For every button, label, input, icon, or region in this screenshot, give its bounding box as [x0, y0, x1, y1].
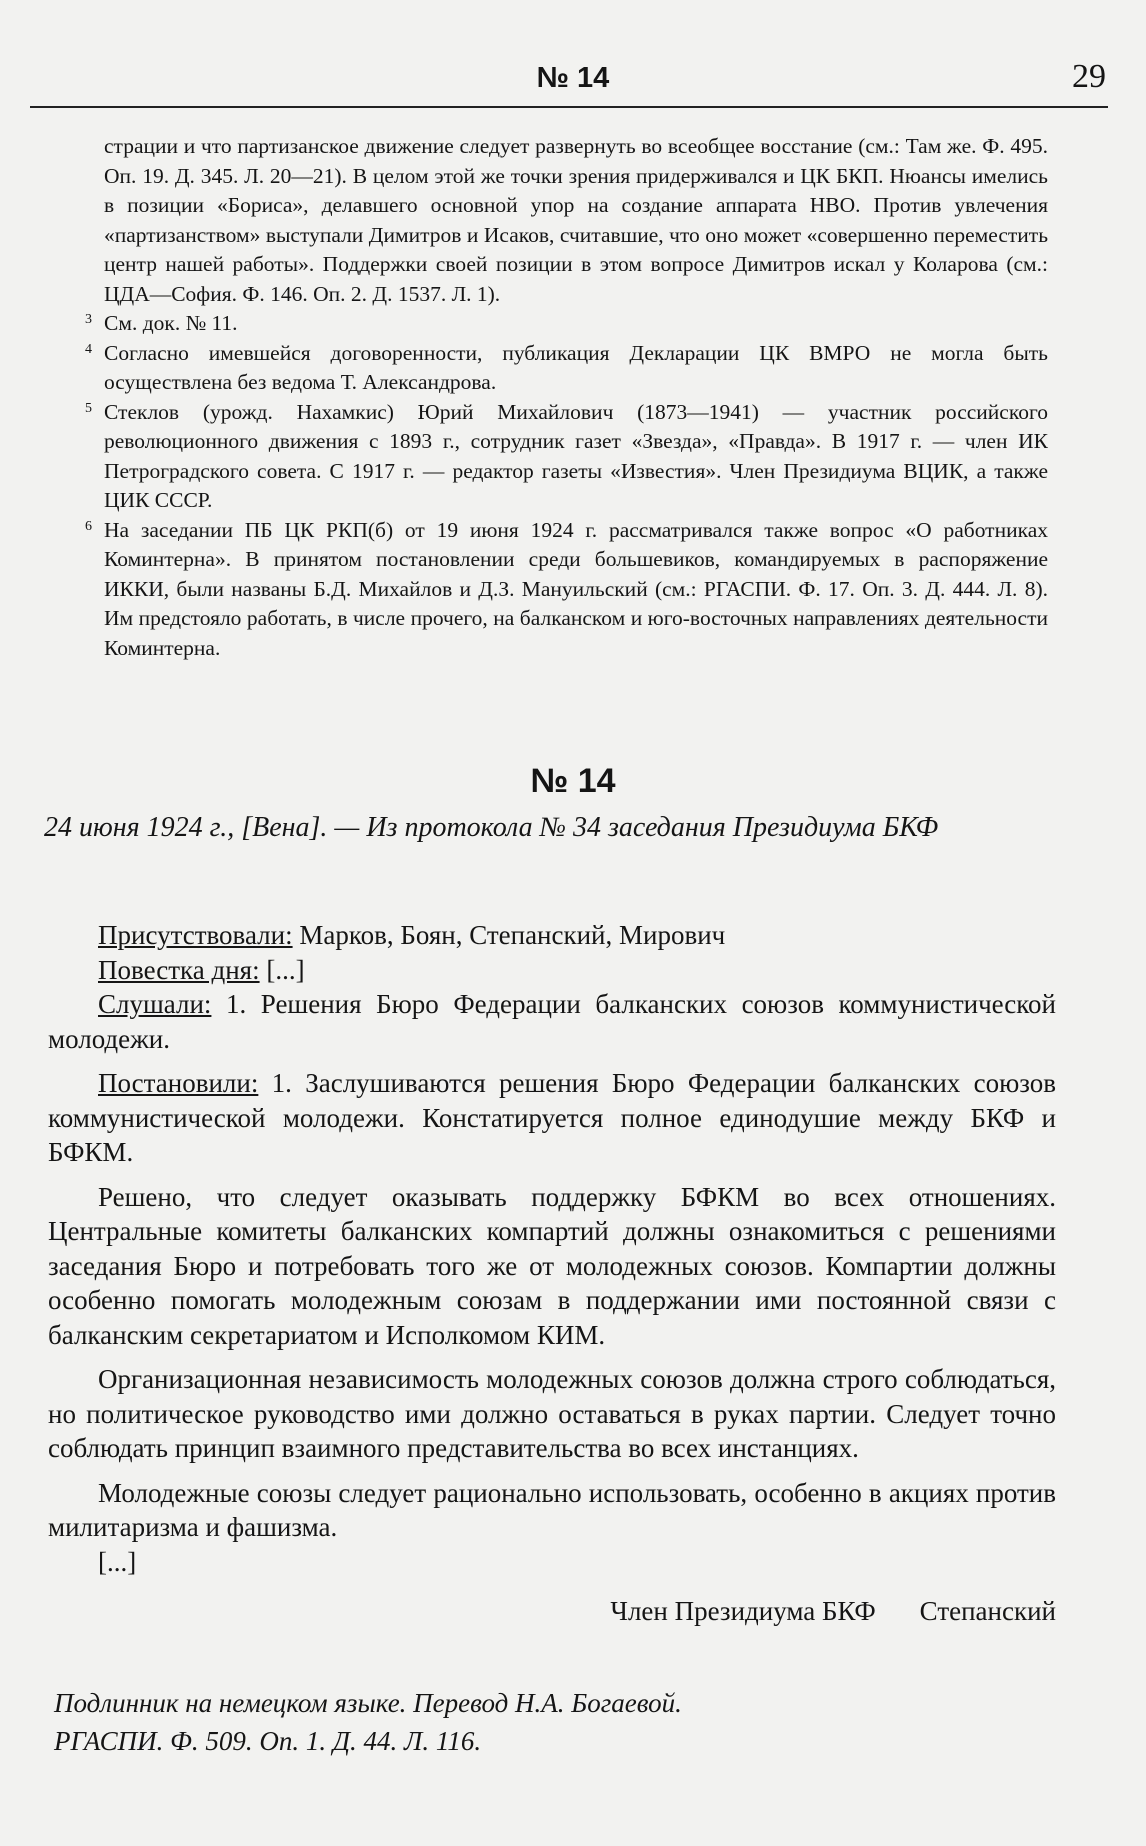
- footnote-number: 3: [85, 312, 92, 327]
- footnote-continuation: страции и что партизанское движение следует развернуть во всеобщее восстание (см.: Там же. Ф. 495. Оп. 19. Д. 345. Л. 20—21). В целом этой же точки зрения придерживался и ЦК БКП. Нюансы имелись в позиции «Бориса», делавшего основной упор на создание аппарата НВО. Против увлечения «партизанством» выступали Димитров и Исаков, считавшие, что оно может «совершенно переместить центр нашей работы». Поддержки своей позиции в этом вопросе Димитров искал у Коларова (см.: ЦДА—София. Ф. 146. Оп. 2. Д. 1537. Л. 1).: [104, 134, 1048, 306]
- signature-line: [48, 1596, 1056, 1627]
- resolved-label: Постановили:: [98, 1068, 259, 1098]
- present-line: [48, 918, 1056, 953]
- footnote-5: [80, 398, 1048, 516]
- present-label: Присутствовали:: [98, 920, 293, 950]
- footnote-3: [80, 309, 1048, 339]
- agenda-text: [...]: [259, 954, 305, 985]
- document-heading: 24 июня 1924 г., [Вена]. — Из протокола № 34 заседания Президиума БКФ: [44, 812, 939, 843]
- source-line-1: Подлинник на немецком языке. Перевод Н.А. Богаевой.: [54, 1688, 682, 1718]
- footnote-6: [80, 516, 1048, 664]
- heard-line: [48, 987, 1056, 1056]
- header-rule: [30, 106, 1108, 108]
- footnote-text: Согласно имевшейся договоренности, публикация Декларации ЦК ВМРО не могла быть осуществлена без ведома Т. Александрова.: [104, 340, 1048, 394]
- document-body: [48, 918, 1056, 1579]
- agenda-label: Повестка дня:: [98, 954, 260, 985]
- body-paragraph: Организационная независимость молодежных союзов должна строго соблюдаться, но политическое руководство ими должно оставаться в руках партии. Следует точно соблюдать принцип взаимного представительства во всех инстанциях.: [48, 1364, 1056, 1463]
- footnote-number: 4: [85, 341, 92, 357]
- body-paragraph: Молодежные союзы следует рационально использовать, особенно в акциях против милитаризма и фашизма.: [48, 1477, 1056, 1542]
- footnote-4: [80, 339, 1048, 398]
- footnotes-block: [80, 132, 1048, 663]
- resolved-text: 1. Заслушиваются решения Бюро Федерации балканских союзов коммунистической молодежи. Констатируется полное единодушие между БКФ и БФКМ.: [48, 1068, 1056, 1167]
- omission-mark: [...]: [98, 1546, 137, 1577]
- footnote-number: 5: [85, 400, 92, 416]
- footnote-number: 6: [85, 518, 92, 534]
- footnote-text: На заседании ПБ ЦК РКП(б) от 19 июня 1924 г. рассматривался также вопрос «О работниках Коминтерна». В принятом постановлении среди большевиков, командируемых в распоряжение ИККИ, были названы Б.Д. Михайлов и Д.З. Мануильский (см.: РГАСПИ. Ф. 17. Оп. 3. Д. 444. Л. 8). Им предстояло работать, в числе прочего, на балканском и юго-восточных направлениях деятельности Коминтерна.: [104, 517, 1048, 660]
- source-line-2: РГАСПИ. Ф. 509. Оп. 1. Д. 44. Л. 116.: [54, 1726, 482, 1756]
- signature-name: Степанский: [919, 1596, 1056, 1626]
- page-number: 29: [1072, 58, 1106, 95]
- running-header: [30, 52, 1116, 108]
- header-doc-number: № 14: [536, 62, 610, 94]
- present-text: Марков, Боян, Степанский, Мирович: [292, 920, 726, 950]
- signature-role: Член Президиума БКФ: [610, 1596, 876, 1626]
- heard-text: 1. Решения Бюро Федерации балканских союзов коммунистической молодежи.: [48, 989, 1056, 1054]
- heard-label: Слушали:: [98, 989, 212, 1019]
- footnote-text: См. док. № 11.: [104, 311, 238, 335]
- footnote-text: Стеклов (урожд. Нахамкис) Юрий Михайлович (1873—1941) — участник российского революционного движения с 1893 г., сотрудник газет «Звезда», «Правда». В 1917 г. — член ИК Петроградского совета. С 1917 г. — редактор газеты «Известия». Член Президиума ВЦИК, а также ЦИК СССР.: [104, 399, 1048, 512]
- archival-source: [54, 1684, 1054, 1760]
- body-paragraph: Решено, что следует оказывать поддержку БФКМ во всех отношениях. Центральные комитеты балканских компартий должны ознакомиться с решениями заседания Бюро и потребовать того же от молодежных союзов. Компартии должны особенно помогать молодежным союзам в поддержании ими постоянной связи с балканским секретариатом и Исполкомом КИМ.: [48, 1181, 1056, 1350]
- agenda-line: [48, 953, 1056, 988]
- document-number-title: № 14: [530, 762, 616, 800]
- resolved-line: [48, 1066, 1056, 1170]
